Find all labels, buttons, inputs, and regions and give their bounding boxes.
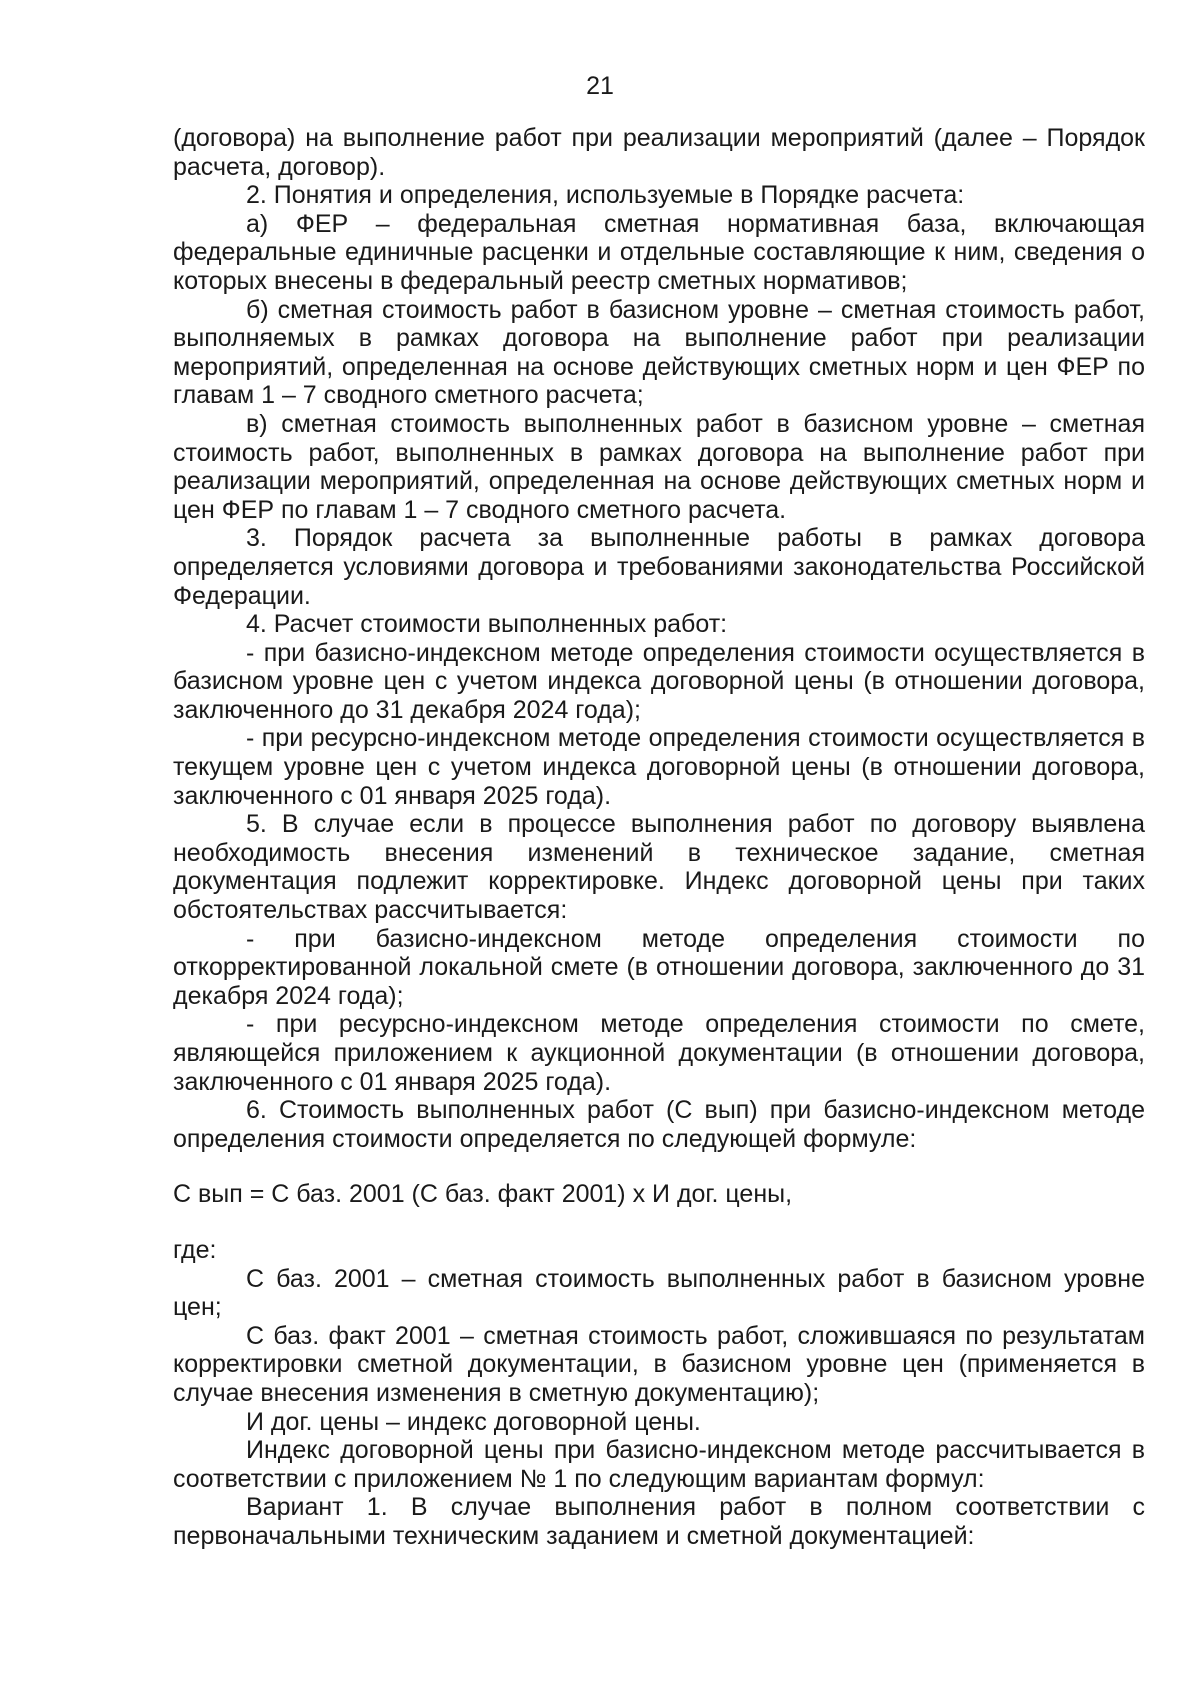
paragraph-item-5-bullet-1: - при базисно-индексном методе определения стоимости по откорректированной локальной смете (в отношении договора, заключенного до 31 декабря 2024 года); [173, 924, 1145, 1010]
paragraph-item-2: 2. Понятия и определения, используемые в Порядке расчета: [246, 181, 965, 210]
formula-term-actual-base-cost: С баз. факт 2001 – сметная стоимость работ, сложившаяся по результатам корректировки сметной документации, в базисном уровне цен (применяется в случае внесения изменения в сметную документацию); [173, 1321, 1145, 1407]
paragraph-item-4: 4. Расчет стоимости выполненных работ: [246, 610, 728, 639]
paragraph-continuation: (договора) на выполнение работ при реализации мероприятий (далее – Порядок расчета, договор). [173, 124, 1145, 181]
paragraph-item-4-bullet-2: - при ресурсно-индексном методе определения стоимости осуществляется в текущем уровне цен с учетом индекса договорной цены (в отношении договора, заключенного с 01 января 2025 года). [173, 724, 1145, 810]
document-body [173, 124, 1145, 1551]
formula-term-base-cost: С баз. 2001 – сметная стоимость выполненных работ в базисном уровне цен; [173, 1264, 1145, 1322]
formula-term-contract-index: И дог. цены – индекс договорной цены. [246, 1407, 701, 1436]
paragraph-index-calculation: Индекс договорной цены при базисно-индексном методе рассчитывается в соответствии с приложением № 1 по следующим вариантам формул: [173, 1436, 1145, 1493]
paragraph-item-6: 6. Стоимость выполненных работ (С вып) при базисно-индексном методе определения стоимости определяется по следующей формуле: [173, 1096, 1145, 1153]
paragraph-definition-b: б) сметная стоимость работ в базисном уровне – сметная стоимость работ, выполняемых в рамках договора на выполнение работ при реализации мероприятий, определенная на основе действующих сметных норм и цен ФЕР по главам 1 – 7 сводного сметного расчета; [173, 295, 1145, 410]
page-number: 21 [586, 72, 614, 100]
paragraph-item-5-bullet-2: - при ресурсно-индексном методе определения стоимости по смете, являющейся приложением к аукционной документации (в отношении договора, заключенного с 01 января 2025 года). [173, 1010, 1145, 1096]
paragraph-where: где: [173, 1235, 217, 1264]
cost-formula: С вып = С баз. 2001 (С баз. факт 2001) х И дог. цены, [173, 1180, 793, 1209]
paragraph-item-3: 3. Порядок расчета за выполненные работы в рамках договора определяется условиями договора и требованиями законодательства Российской Федерации. [173, 524, 1145, 610]
paragraph-item-4-bullet-1: - при базисно-индексном методе определения стоимости осуществляется в базисном уровне цен с учетом индекса договорной цены (в отношении договора, заключенного до 31 декабря 2024 года); [173, 638, 1145, 724]
paragraph-variant-1: Вариант 1. В случае выполнения работ в полном соответствии с первоначальными техническим заданием и сметной документацией: [173, 1493, 1145, 1550]
paragraph-definition-c: в) сметная стоимость выполненных работ в базисном уровне – сметная стоимость работ, выполненных в рамках договора на выполнение работ при реализации мероприятий, определенная на основе действующих сметных норм и цен ФЕР по главам 1 – 7 сводного сметного расчета. [173, 409, 1145, 524]
paragraph-item-5: 5. В случае если в процессе выполнения работ по договору выявлена необходимость внесения изменений в техническое задание, сметная документация подлежит корректировке. Индекс договорной цены при таких обстоятельствах рассчитывается: [173, 810, 1145, 925]
paragraph-definition-a: а) ФЕР – федеральная сметная нормативная база, включающая федеральные единичные расценки и отдельные составляющие к ним, сведения о которых внесены в федеральный реестр сметных нормативов; [173, 209, 1145, 295]
